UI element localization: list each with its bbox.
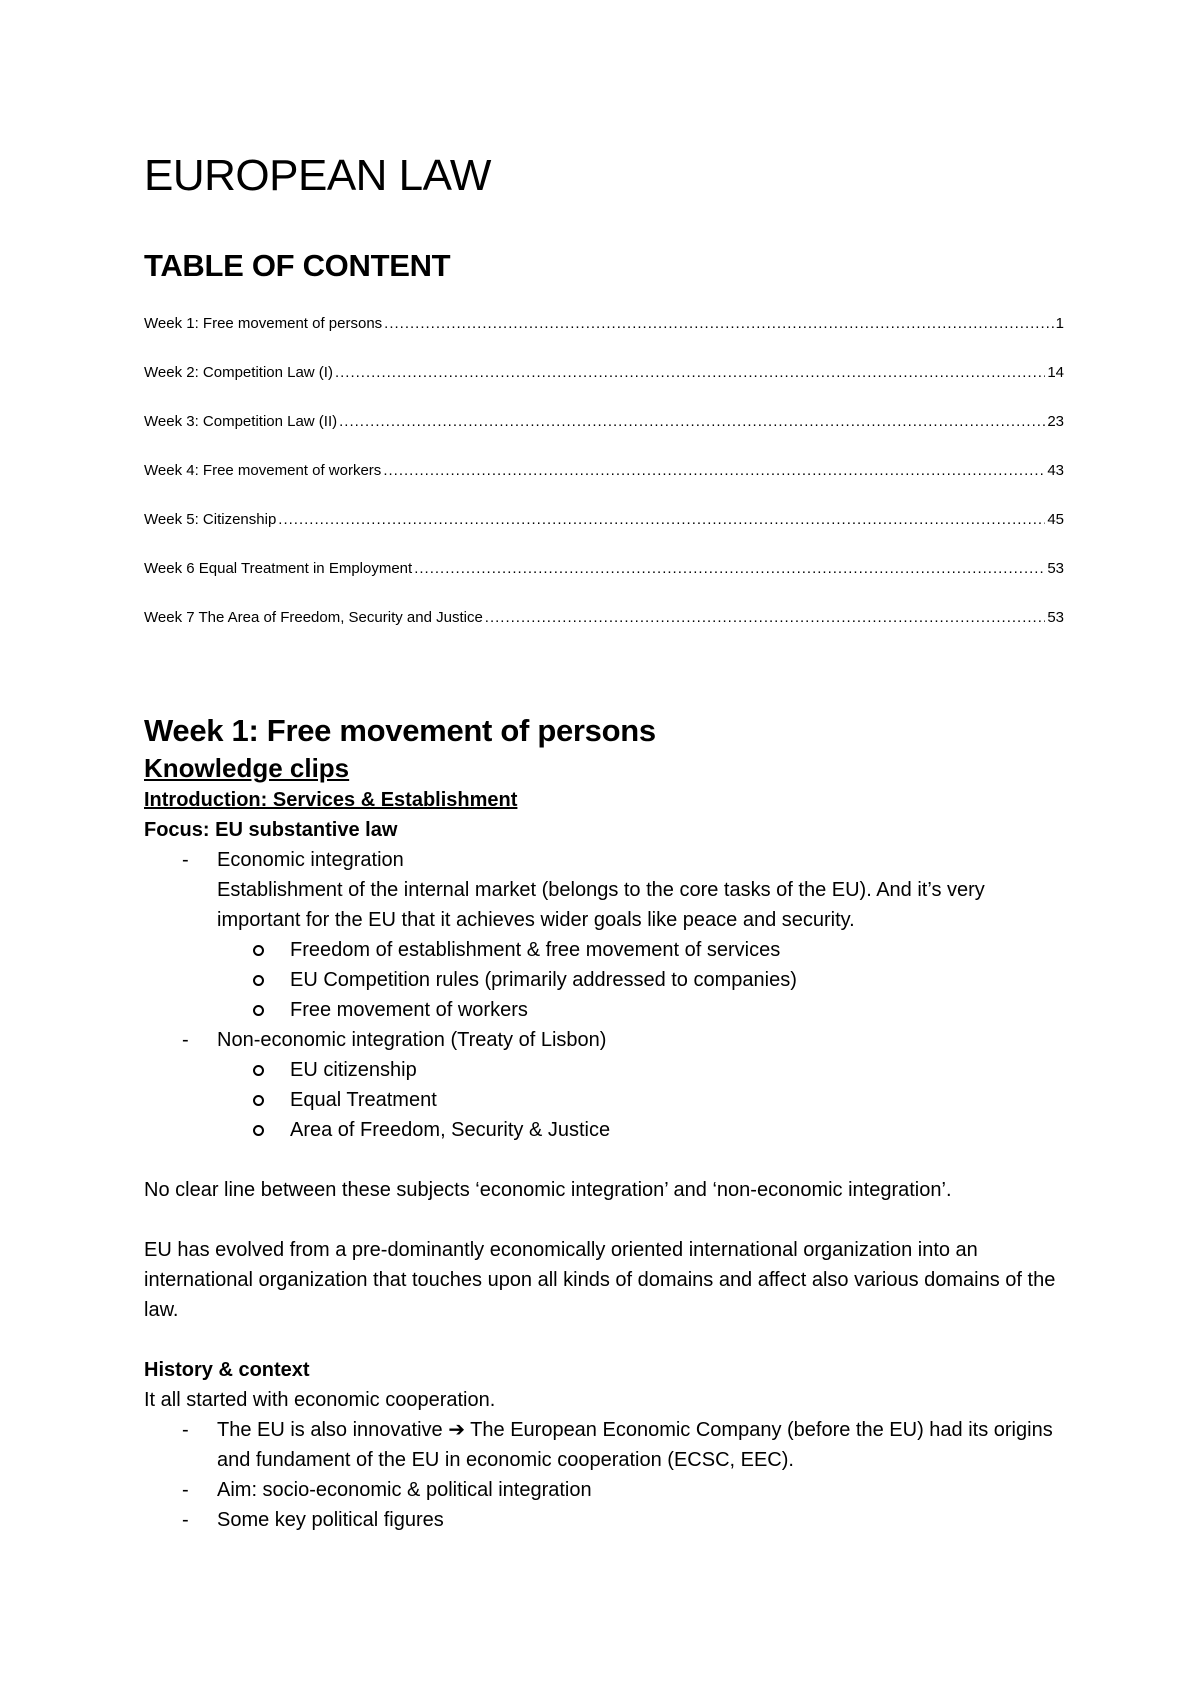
document-title: EUROPEAN LAW — [144, 151, 491, 200]
toc-entry[interactable] — [144, 559, 1064, 608]
sublist — [217, 935, 1064, 1025]
toc-heading: TABLE OF CONTENT — [144, 248, 451, 283]
history-heading: History & context — [144, 1359, 310, 1381]
table-of-contents — [144, 314, 1064, 657]
toc-entry-label: Week 2: Competition Law (I) — [144, 364, 333, 381]
toc-entry[interactable] — [144, 510, 1064, 559]
toc-entry-label: Week 7 The Area of Freedom, Security and Justice — [144, 609, 483, 626]
toc-leader-dots — [339, 412, 1045, 432]
toc-entry[interactable] — [144, 314, 1064, 363]
list-item — [217, 1055, 1064, 1085]
toc-entry-label: Week 4: Free movement of workers — [144, 462, 382, 479]
circle-bullet-icon — [253, 1125, 264, 1136]
toc-entry[interactable] — [144, 363, 1064, 412]
topic-list — [144, 1025, 1064, 1055]
list-item — [217, 965, 1064, 995]
dash-bullet: - — [182, 849, 189, 871]
intro-heading: Introduction: Services & Establishment — [144, 789, 518, 811]
list-item — [217, 1085, 1064, 1115]
list-item-title: Non-economic integration (Treaty of Lisbon) — [217, 1029, 607, 1051]
list-item-text: Equal Treatment — [290, 1089, 437, 1111]
list-item — [144, 1475, 1064, 1505]
toc-leader-dots — [485, 608, 1046, 628]
history-list — [144, 1415, 1064, 1535]
paragraph: It all started with economic cooperation. — [144, 1389, 496, 1411]
list-item-text: Some key political figures — [217, 1509, 444, 1531]
list-item — [217, 1115, 1064, 1145]
circle-bullet-icon — [253, 1095, 264, 1106]
toc-leader-dots — [335, 363, 1045, 383]
toc-entry[interactable] — [144, 412, 1064, 461]
list-item-text: Freedom of establishment & free movement of services — [290, 939, 781, 961]
list-item — [144, 1025, 1064, 1055]
dash-bullet: - — [182, 1479, 189, 1501]
toc-entry-label: Week 3: Competition Law (II) — [144, 413, 338, 430]
page-content — [144, 150, 1064, 1535]
toc-leader-dots — [383, 461, 1045, 481]
circle-bullet-icon — [253, 945, 264, 956]
list-item — [144, 1505, 1064, 1535]
toc-entry-page: 1 — [1055, 315, 1064, 332]
spacer — [144, 1325, 1064, 1355]
toc-leader-dots — [384, 314, 1053, 334]
circle-bullet-icon — [253, 1065, 264, 1076]
list-item-text: Free movement of workers — [290, 999, 528, 1021]
dash-bullet: - — [182, 1029, 189, 1051]
list-item-text: EU Competition rules (primarily addressed to companies) — [290, 969, 797, 991]
list-item-text: Aim: socio-economic & political integration — [217, 1479, 592, 1501]
toc-entry-page: 45 — [1047, 511, 1064, 528]
list-item-text: Area of Freedom, Security & Justice — [290, 1119, 611, 1141]
toc-leader-dots — [278, 510, 1045, 530]
list-item — [144, 845, 1064, 935]
spacer — [144, 1145, 1064, 1175]
toc-entry-page: 53 — [1047, 560, 1064, 577]
list-item-text: EU citizenship — [290, 1059, 417, 1081]
paragraph: EU has evolved from a pre-dominantly economically oriented international organization into an international organization that touches upon all kinds of domains and affect also various domains of the law. — [144, 1239, 1056, 1321]
list-item — [144, 1415, 1064, 1475]
paragraph: No clear line between these subjects ‘economic integration’ and ‘non-economic integration’. — [144, 1179, 952, 1201]
toc-entry[interactable] — [144, 608, 1064, 657]
spacer — [144, 1205, 1064, 1235]
toc-leader-dots — [414, 559, 1045, 579]
list-item — [217, 935, 1064, 965]
dash-bullet: - — [182, 1419, 189, 1441]
toc-entry[interactable] — [144, 461, 1064, 510]
sublist — [217, 1055, 1064, 1145]
list-item — [217, 995, 1064, 1025]
focus-line: Focus: EU substantive law — [144, 819, 398, 841]
toc-entry-label: Week 5: Citizenship — [144, 511, 277, 528]
subsection-heading: Knowledge clips — [144, 753, 350, 783]
dash-bullet: - — [182, 1509, 189, 1531]
list-item-title: Economic integration — [217, 849, 404, 871]
toc-entry-page: 43 — [1047, 462, 1064, 479]
toc-entry-page: 23 — [1047, 413, 1064, 430]
list-item-text: The EU is also innovative ➔ The European Economic Company (before the EU) had its origins and fundament of the EU in economic cooperation (ECSC, EEC). — [217, 1419, 1053, 1471]
topic-list — [144, 845, 1064, 935]
section-heading: Week 1: Free movement of persons — [144, 713, 656, 748]
toc-entry-label: Week 6 Equal Treatment in Employment — [144, 560, 413, 577]
list-item-text: Establishment of the internal market (belongs to the core tasks of the EU). And it’s very important for the EU that it achieves wider goals like peace and security. — [217, 879, 985, 931]
toc-entry-page: 53 — [1047, 609, 1064, 626]
circle-bullet-icon — [253, 975, 264, 986]
toc-entry-label: Week 1: Free movement of persons — [144, 315, 383, 332]
toc-entry-page: 14 — [1047, 364, 1064, 381]
circle-bullet-icon — [253, 1005, 264, 1016]
